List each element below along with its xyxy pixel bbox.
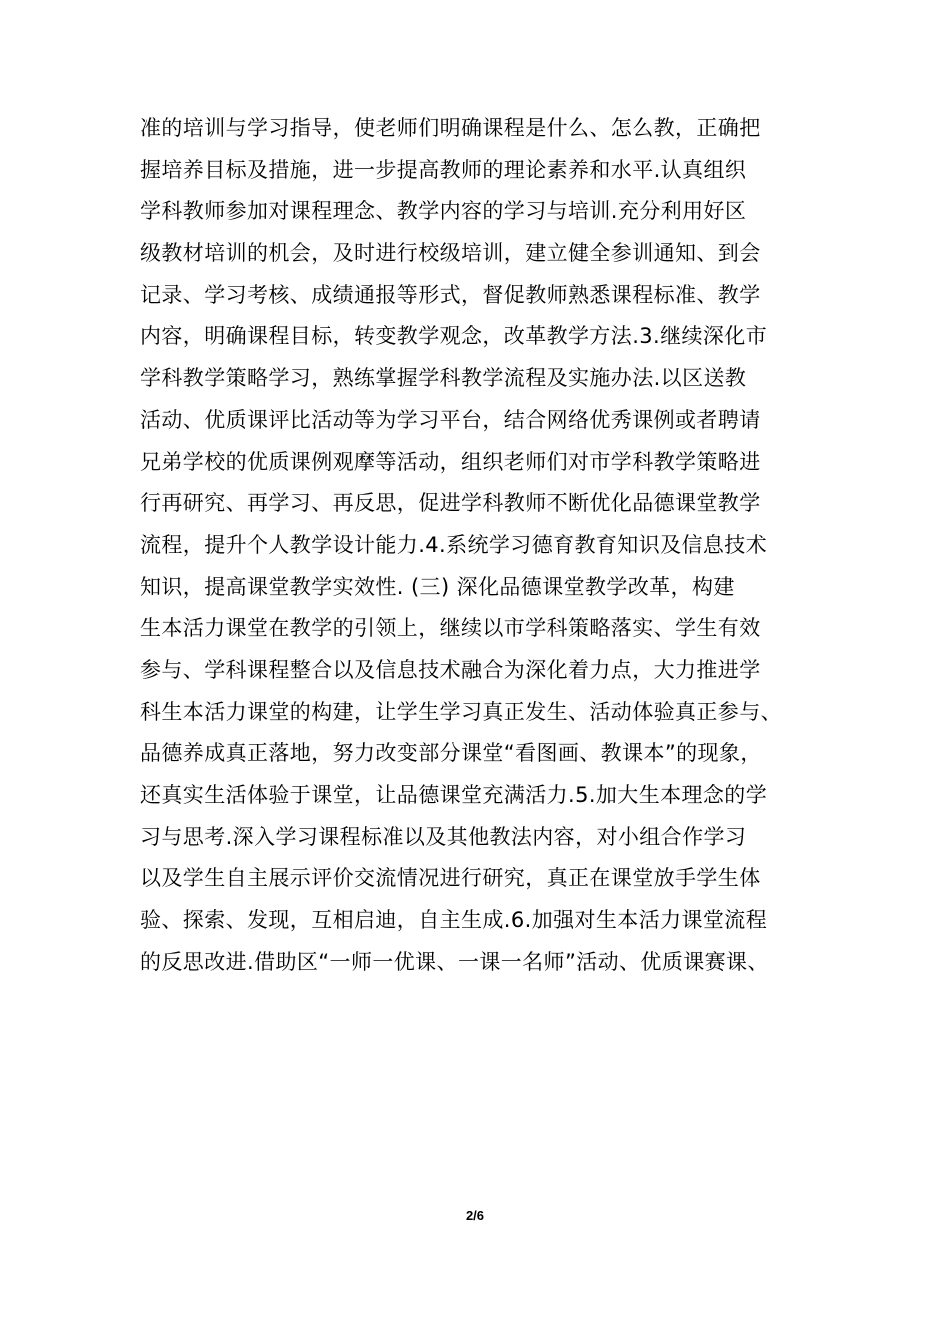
text-line: 内容，明确课程目标，转变教学观念，改革教学方法.3.继续深化市 <box>140 324 768 349</box>
text-line: 记录、学习考核、成绩通报等形式，督促教师熟悉课程标准、教学 <box>140 282 761 307</box>
text-line: 生本活力课堂在教学的引领上，继续以市学科策略落实、学生有效 <box>140 616 761 641</box>
text-line: 活动、优质课评比活动等为学习平台，结合网络优秀课例或者聘请 <box>140 407 761 432</box>
body-text <box>140 108 840 983</box>
text-line: 参与、学科课程整合以及信息技术融合为深化着力点，大力推进学 <box>140 657 761 682</box>
text-line: 流程，提升个人教学设计能力.4.系统学习德育教育知识及信息技术 <box>140 532 768 557</box>
text-line: 行再研究、再学习、再反思，促进学科教师不断优化品德课堂教学 <box>140 491 761 516</box>
text-line: 习与思考.深入学习课程标准以及其他教法内容，对小组合作学习 <box>140 824 747 849</box>
page-number: 2/6 <box>465 1208 485 1223</box>
text-line: 握培养目标及措施，进一步提高教师的理论素养和水平.认真组织 <box>140 157 747 182</box>
text-line: 的反思改进.借助区“一师一优课、一课一名师”活动、优质课赛课、 <box>140 949 769 974</box>
text-line: 级教材培训的机会，及时进行校级培训，建立健全参训通知、到会 <box>140 241 761 266</box>
text-line: 兄弟学校的优质课例观摩等活动，组织老师们对市学科教学策略进 <box>140 449 761 474</box>
text-line: 学科教师参加对课程理念、教学内容的学习与培训.充分利用好区 <box>140 199 747 224</box>
text-line: 验、探索、发现，互相启迪，自主生成.6.加强对生本活力课堂流程 <box>140 908 768 933</box>
text-line: 以及学生自主展示评价交流情况进行研究，真正在课堂放手学生体 <box>140 866 761 891</box>
text-line: 还真实生活体验于课堂，让品德课堂充满活力.5.加大生本理念的学 <box>140 783 768 807</box>
text-line: 科生本活力课堂的构建，让学生学习真正发生、活动体验真正参与、 <box>140 699 782 724</box>
text-line: 知识，提高课堂教学实效性. (三) 深化品德课堂教学改革，构建 <box>140 574 735 599</box>
text-line: 准的培训与学习指导，使老师们明确课程是什么、怎么教，正确把 <box>140 116 761 140</box>
text-line: 学科教学策略学习，熟练掌握学科教学流程及实施办法.以区送教 <box>140 366 747 391</box>
text-line: 品德养成真正落地，努力改变部分课堂“看图画、教课本”的现象， <box>140 741 762 766</box>
